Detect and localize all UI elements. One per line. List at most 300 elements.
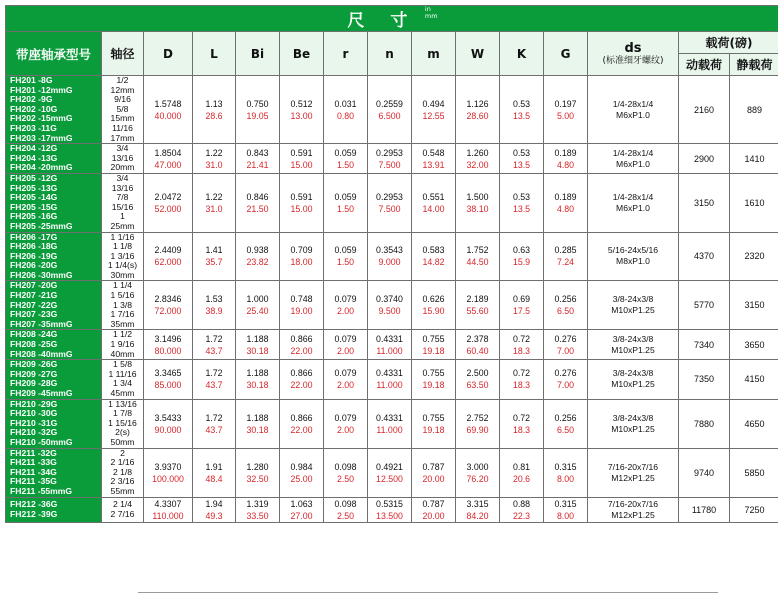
static-load-cell: 7250: [730, 497, 778, 522]
dimension-cell-Bi: [236, 232, 280, 281]
value-mm: 4.80: [556, 159, 575, 170]
bore-size: 55mm: [110, 485, 135, 496]
dim-header-n: n: [368, 32, 412, 76]
table-row: [6, 281, 778, 330]
bore-cell: [102, 399, 144, 448]
bore-size: 7/8: [116, 192, 129, 203]
dynamic-load-cell: 7880: [679, 399, 730, 448]
value-mm: 1.50: [336, 203, 355, 214]
value-mm: 30.18: [246, 424, 269, 435]
value-mm: 6.500: [378, 110, 401, 121]
value-inch: 1.063: [290, 498, 313, 509]
value-inch: 3.000: [466, 461, 489, 472]
value-inch: 3.3465: [154, 368, 182, 379]
dimension-cell-W: [456, 281, 500, 330]
value-mm: 21.50: [246, 203, 269, 214]
dimension-cell-Bi: [236, 76, 280, 144]
bore-size: 30mm: [110, 269, 135, 280]
value-inch: 0.846: [246, 191, 269, 202]
ds-cell: [588, 497, 679, 522]
dimension-cell-n: [368, 497, 412, 522]
model-number: FH205 -25mmG: [10, 220, 73, 231]
value-mm: 11.000: [376, 424, 403, 435]
unit-inch: in: [424, 5, 431, 13]
model-number: FH210 -29G: [10, 399, 58, 409]
bore-size: 17mm: [110, 132, 135, 143]
value-mm: 85.000: [154, 380, 182, 391]
dimension-cell-m: [412, 76, 456, 144]
table-row: [6, 448, 778, 497]
dimension-cell-W: [456, 399, 500, 448]
dimension-cell-L: [193, 399, 236, 448]
value-inch: 0.984: [290, 461, 313, 472]
value-mm: 13.00: [290, 110, 313, 121]
model-number: FH205 -16G: [10, 211, 58, 222]
ds-sublabel: (标准细牙螺纹): [602, 55, 664, 66]
value-mm: 12.500: [376, 473, 403, 484]
dimension-cell-W: [456, 173, 500, 232]
ds-cell: [588, 360, 679, 399]
value-mm: 48.4: [205, 473, 223, 484]
value-inch: 1.188: [246, 368, 269, 379]
value-inch: 2.4409: [154, 245, 182, 256]
dim-header-G: G: [544, 32, 588, 76]
model-number: FH207 -22G: [10, 299, 58, 310]
ds-cell: [588, 448, 679, 497]
bore-size: 40mm: [110, 348, 135, 359]
value-mm: 32.50: [246, 473, 269, 484]
dimension-cell-G: [544, 448, 588, 497]
value-inch: 0.059: [334, 147, 357, 158]
model-number: FH210 -50mmG: [10, 436, 73, 447]
value-mm: 72.000: [154, 306, 182, 317]
value-inch: 0.787: [422, 498, 445, 509]
value-inch: 0.2559: [376, 98, 403, 109]
bore-size: 2 1/16: [110, 457, 135, 468]
bore-size: 13/16: [111, 152, 134, 163]
value-mm: 31.0: [205, 203, 223, 214]
value-inch: 0.591: [290, 191, 313, 202]
static-load-header: 静载荷: [730, 54, 778, 76]
model-number: FH201 -8G: [10, 75, 53, 85]
value-mm: 18.00: [290, 257, 313, 268]
value-inch: 0.098: [334, 498, 357, 509]
unit-label: [425, 6, 438, 20]
bore-size: 1 7/16: [110, 309, 135, 320]
dimension-cell-L: [193, 360, 236, 399]
dimension-cell-m: [412, 144, 456, 174]
thread-metric: M12xP1.25: [611, 472, 655, 483]
thread-inch: 7/16-20x7/16: [607, 461, 659, 472]
bore-size: 1 15/16: [108, 417, 137, 428]
value-mm: 63.50: [466, 380, 489, 391]
value-mm: 14.00: [422, 203, 445, 214]
value-mm: 76.20: [466, 473, 489, 484]
value-mm: 19.18: [422, 345, 445, 356]
dimension-cell-m: [412, 448, 456, 497]
value-inch: 0.750: [246, 98, 269, 109]
dimension-cell-L: [193, 76, 236, 144]
value-inch: 0.5315: [376, 498, 403, 509]
static-load-cell: 889: [730, 76, 778, 144]
value-inch: 0.63: [512, 245, 531, 256]
dimension-cell-Bi: [236, 330, 280, 360]
value-mm: 30.18: [246, 380, 269, 391]
value-mm: 15.90: [422, 306, 445, 317]
dimension-cell-Bi: [236, 399, 280, 448]
value-inch: 1.260: [466, 147, 489, 158]
dimension-cell-n: [368, 173, 412, 232]
value-inch: 0.285: [554, 245, 577, 256]
value-inch: 2.8346: [154, 294, 182, 305]
value-inch: 1.94: [205, 498, 223, 509]
dynamic-load-cell: 4370: [679, 232, 730, 281]
value-mm: 21.41: [246, 159, 269, 170]
value-inch: 0.4921: [376, 461, 403, 472]
value-inch: 1.91: [205, 461, 223, 472]
bore-cell: [102, 448, 144, 497]
model-number: FH209 -28G: [10, 378, 58, 389]
value-mm: 7.00: [556, 345, 575, 356]
static-load-cell: 4150: [730, 360, 778, 399]
dimension-cell-r: [324, 399, 368, 448]
bore-size: 1 7/8: [112, 408, 133, 419]
static-load-cell: 5850: [730, 448, 778, 497]
bore-size: 1 9/16: [110, 339, 135, 350]
model-number: FH211 -32G: [10, 448, 57, 458]
value-mm: 43.7: [205, 424, 223, 435]
value-mm: 2.00: [336, 380, 355, 391]
thread-metric: M10xP1.25: [611, 305, 655, 316]
value-mm: 43.7: [205, 345, 223, 356]
model-number: FH205 -13G: [10, 182, 58, 193]
dimension-cell-Be: [280, 448, 324, 497]
dimension-cell-G: [544, 399, 588, 448]
thread-inch: 1/4-28x1/4: [612, 98, 654, 109]
value-inch: 0.256: [554, 412, 577, 423]
value-inch: 0.709: [290, 245, 313, 256]
bore-cell: [102, 360, 144, 399]
model-cell: [6, 448, 102, 497]
value-mm: 14.82: [422, 257, 445, 268]
model-number: FH206 -19G: [10, 250, 58, 261]
bottom-rule: [138, 592, 718, 593]
value-mm: 69.90: [466, 424, 489, 435]
dimension-cell-m: [412, 173, 456, 232]
value-inch: 0.079: [334, 368, 357, 379]
model-cell: [6, 281, 102, 330]
value-inch: 0.079: [334, 294, 357, 305]
model-number: FH210 -32G: [10, 427, 58, 438]
dimension-cell-r: [324, 173, 368, 232]
dimension-cell-W: [456, 76, 500, 144]
value-inch: 1.188: [246, 412, 269, 423]
bore-cell: [102, 232, 144, 281]
model-header: 带座轴承型号: [6, 32, 102, 76]
dimension-cell-D: [144, 330, 193, 360]
model-cell: [6, 360, 102, 399]
dimension-cell-n: [368, 281, 412, 330]
dimension-cell-Be: [280, 232, 324, 281]
model-cell: [6, 144, 102, 174]
value-inch: 1.500: [466, 191, 489, 202]
model-number: FH212 -36G: [10, 498, 58, 509]
dimension-cell-m: [412, 399, 456, 448]
value-inch: 1.72: [205, 412, 223, 423]
bore-size: 11/16: [112, 122, 133, 133]
bore-header: 轴径: [102, 32, 144, 76]
bore-size: 9/16: [114, 94, 131, 105]
dimension-cell-K: [500, 281, 544, 330]
model-number: FH208 -24G: [10, 329, 58, 340]
value-mm: 27.00: [290, 510, 313, 521]
value-mm: 28.6: [205, 110, 223, 121]
ds-cell: [588, 399, 679, 448]
dimension-cell-Be: [280, 497, 324, 522]
value-inch: 0.551: [422, 191, 445, 202]
dimension-cell-L: [193, 144, 236, 174]
thread-metric: M10xP1.25: [611, 344, 655, 355]
dimension-cell-K: [500, 399, 544, 448]
dimension-cell-n: [368, 399, 412, 448]
bore-size: 25mm: [110, 220, 135, 231]
dimension-cell-D: [144, 448, 193, 497]
table-row: [6, 144, 778, 174]
dimension-cell-D: [144, 144, 193, 174]
value-inch: 1.53: [205, 294, 223, 305]
dimension-cell-n: [368, 76, 412, 144]
value-inch: 2.378: [466, 333, 489, 344]
dimension-cell-Bi: [236, 173, 280, 232]
value-mm: 23.82: [246, 257, 269, 268]
value-mm: 2.50: [336, 510, 355, 521]
value-mm: 80.000: [154, 345, 182, 356]
dimension-cell-Be: [280, 144, 324, 174]
bore-size: 1 1/16: [110, 232, 135, 242]
ds-cell: [588, 144, 679, 174]
value-inch: 0.189: [554, 147, 577, 158]
value-inch: 0.53: [512, 191, 531, 202]
value-mm: 20.00: [422, 510, 445, 521]
value-inch: 0.494: [422, 98, 445, 109]
value-inch: 0.583: [422, 245, 445, 256]
model-number: FH203 -17mmG: [10, 132, 73, 143]
model-number: FH202 -10G: [10, 103, 58, 114]
value-inch: 3.315: [466, 498, 489, 509]
value-mm: 1.50: [336, 159, 355, 170]
dynamic-load-header: 动载荷: [679, 54, 730, 76]
value-mm: 9.500: [378, 306, 401, 317]
dimension-cell-Be: [280, 330, 324, 360]
dimension-cell-Be: [280, 76, 324, 144]
value-mm: 20.00: [422, 473, 445, 484]
value-mm: 13.500: [376, 510, 403, 521]
dim-header-Be: Be: [280, 32, 324, 76]
dynamic-load-cell: 7340: [679, 330, 730, 360]
bore-size: 1: [120, 211, 125, 222]
model-number: FH202 -15mmG: [10, 113, 73, 124]
dimension-cell-D: [144, 76, 193, 144]
unit-mm: mm: [424, 12, 438, 20]
value-inch: 1.22: [205, 191, 223, 202]
bore-size: 2 1/8: [112, 466, 133, 477]
bore-size: 3/4: [116, 143, 129, 154]
thread-inch: 1/4-28x1/4: [612, 191, 654, 202]
value-mm: 22.3: [512, 510, 531, 521]
value-mm: 62.000: [154, 257, 182, 268]
value-inch: 1.72: [205, 368, 223, 379]
dimension-cell-r: [324, 281, 368, 330]
dimension-cell-Bi: [236, 281, 280, 330]
value-mm: 44.50: [466, 257, 489, 268]
value-mm: 19.18: [422, 380, 445, 391]
ds-cell: [588, 76, 679, 144]
model-number: FH204 -20mmG: [10, 162, 73, 173]
bore-size: 1 3/16: [110, 250, 135, 261]
model-number: FH206 -18G: [10, 241, 58, 252]
thread-metric: M6xP1.0: [616, 158, 650, 169]
dimension-cell-n: [368, 360, 412, 399]
dim-header-W: W: [456, 32, 500, 76]
dimension-cell-K: [500, 330, 544, 360]
value-mm: 18.3: [512, 424, 531, 435]
bore-cell: [102, 497, 144, 522]
value-mm: 38.9: [205, 306, 223, 317]
value-mm: 2.50: [336, 473, 355, 484]
bore-cell: [102, 173, 144, 232]
model-number: FH211 -35G: [10, 476, 57, 487]
thread-inch: 1/4-28x1/4: [612, 147, 654, 158]
value-inch: 1.72: [205, 333, 223, 344]
bore-size: 13/16: [111, 182, 134, 193]
value-inch: 0.197: [554, 98, 577, 109]
model-cell: [6, 76, 102, 144]
model-cell: [6, 497, 102, 522]
dimension-cell-G: [544, 281, 588, 330]
thread-inch: 3/8-24x3/8: [612, 368, 654, 379]
model-number: FH207 -21G: [10, 290, 58, 301]
dim-header-r: r: [324, 32, 368, 76]
model-number: FH202 -9G: [10, 94, 53, 105]
dimension-cell-K: [500, 497, 544, 522]
value-inch: 1.319: [246, 498, 269, 509]
value-mm: 19.00: [290, 306, 313, 317]
dimension-banner: [6, 6, 778, 32]
dimension-cell-D: [144, 360, 193, 399]
value-mm: 7.00: [556, 380, 575, 391]
dimension-cell-L: [193, 497, 236, 522]
value-inch: 0.315: [554, 461, 577, 472]
value-inch: 0.626: [422, 294, 445, 305]
value-inch: 0.53: [512, 147, 531, 158]
value-inch: 0.72: [512, 368, 531, 379]
dynamic-load-cell: 11780: [679, 497, 730, 522]
dimension-cell-Be: [280, 360, 324, 399]
bore-cell: [102, 76, 144, 144]
model-number: FH207 -35mmG: [10, 318, 73, 329]
value-inch: 0.938: [246, 245, 269, 256]
value-mm: 28.60: [466, 110, 489, 121]
value-inch: 3.1496: [154, 333, 182, 344]
model-number: FH207 -20G: [10, 280, 58, 291]
value-inch: 0.787: [422, 461, 445, 472]
value-mm: 2.00: [336, 345, 355, 356]
dimension-cell-n: [368, 330, 412, 360]
value-mm: 18.3: [512, 380, 531, 391]
dimension-title: 尺 寸: [347, 11, 418, 31]
value-inch: 0.512: [290, 98, 313, 109]
value-mm: 7.500: [378, 203, 401, 214]
value-inch: 1.22: [205, 147, 223, 158]
value-mm: 13.5: [512, 203, 531, 214]
static-load-cell: 1610: [730, 173, 778, 232]
model-number: FH205 -14G: [10, 192, 58, 203]
value-mm: 1.50: [336, 257, 355, 268]
dimension-cell-K: [500, 173, 544, 232]
dimension-cell-Bi: [236, 144, 280, 174]
value-mm: 19.18: [422, 424, 445, 435]
value-inch: 2.189: [466, 294, 489, 305]
model-number: FH211 -34G: [10, 466, 57, 477]
static-load-cell: 3650: [730, 330, 778, 360]
value-mm: 25.00: [290, 473, 313, 484]
dimension-cell-K: [500, 144, 544, 174]
value-mm: 2.00: [336, 424, 355, 435]
value-inch: 0.256: [554, 294, 577, 305]
thread-inch: 7/16-20x7/16: [607, 498, 659, 509]
model-number: FH210 -30G: [10, 408, 58, 419]
ds-cell: [588, 173, 679, 232]
table-row: [6, 497, 778, 522]
model-number: FH204 -12G: [10, 143, 58, 154]
dimension-cell-K: [500, 232, 544, 281]
table-row: [6, 232, 778, 281]
dynamic-load-cell: 2900: [679, 144, 730, 174]
value-inch: 1.280: [246, 461, 269, 472]
value-inch: 3.5433: [154, 412, 182, 423]
value-inch: 0.755: [422, 368, 445, 379]
value-mm: 25.40: [246, 306, 269, 317]
model-number: FH203 -11G: [10, 122, 57, 133]
value-inch: 0.3543: [376, 245, 403, 256]
ds-label: ds: [624, 40, 642, 56]
dimension-cell-L: [193, 330, 236, 360]
model-cell: [6, 173, 102, 232]
value-inch: 0.276: [554, 368, 577, 379]
value-inch: 0.843: [246, 147, 269, 158]
dim-header-K: K: [500, 32, 544, 76]
value-mm: 40.000: [154, 110, 182, 121]
table-body: [6, 76, 778, 523]
dynamic-load-cell: 7350: [679, 360, 730, 399]
ds-header: [588, 32, 679, 76]
value-mm: 13.91: [422, 159, 445, 170]
value-inch: 0.81: [512, 461, 531, 472]
dim-header-m: m: [412, 32, 456, 76]
dimension-cell-K: [500, 448, 544, 497]
dimension-cell-W: [456, 330, 500, 360]
value-inch: 0.866: [290, 368, 313, 379]
bore-size: 45mm: [110, 388, 135, 398]
value-mm: 30.18: [246, 345, 269, 356]
thread-inch: 3/8-24x3/8: [612, 412, 654, 423]
dimension-cell-r: [324, 144, 368, 174]
model-number: FH208 -40mmG: [10, 348, 73, 359]
thread-metric: M10xP1.25: [611, 423, 655, 434]
value-inch: 0.098: [334, 461, 357, 472]
dimension-cell-m: [412, 232, 456, 281]
dimension-cell-n: [368, 232, 412, 281]
